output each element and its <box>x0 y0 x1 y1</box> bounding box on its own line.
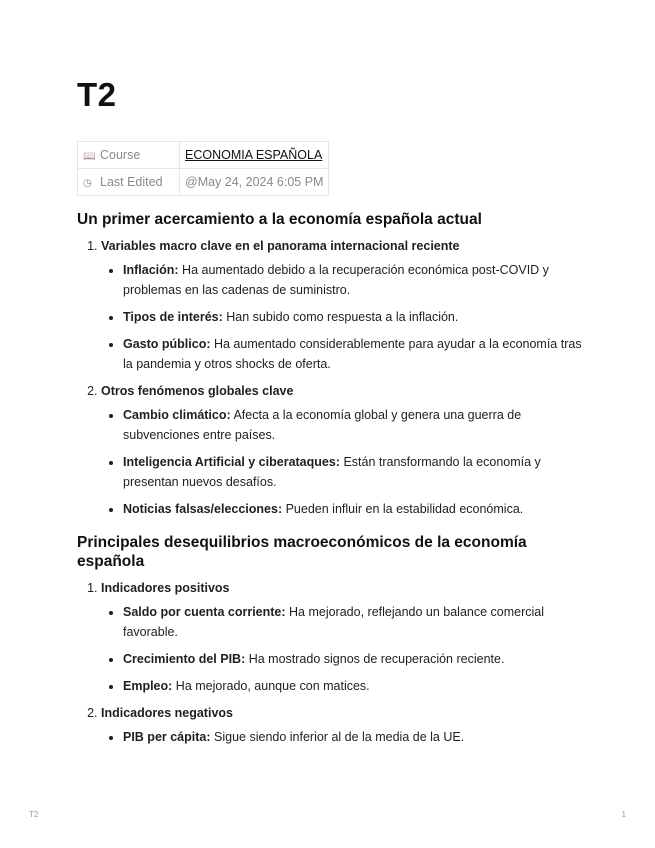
bullet-list <box>101 602 582 696</box>
bullet-item <box>123 602 582 642</box>
bullet-item <box>123 334 582 374</box>
bullet-text: Sigue siendo inferior al de la media de la UE. <box>214 730 465 744</box>
list-item <box>101 381 582 519</box>
last-edited-date: @May 24, 2024 6:05 PM <box>185 175 324 189</box>
bullet-text: Han subido como respuesta a la inflación. <box>226 310 459 324</box>
property-label: Last Edited <box>100 175 163 189</box>
bullet-term: Noticias falsas/elecciones: <box>123 502 283 516</box>
list-item-title: 1. Variables macro clave en el panorama internacional reciente <box>101 239 460 253</box>
property-row-last-edited <box>78 169 329 196</box>
bullet-item <box>123 260 582 300</box>
property-key-last-edited <box>78 169 180 196</box>
course-link[interactable]: ECONOMIA ESPAÑOLA <box>185 148 323 162</box>
property-value-course <box>180 142 329 169</box>
bullet-list <box>101 260 582 374</box>
bullet-item <box>123 727 582 747</box>
bullet-term: Inflación: <box>123 263 179 277</box>
bullet-term: Crecimiento del PIB: <box>123 652 246 666</box>
numbered-list <box>77 578 582 747</box>
property-row-course <box>78 142 329 169</box>
book-icon: 📖 <box>83 151 96 162</box>
bullet-item <box>123 649 582 669</box>
clock-icon: ◷ <box>83 178 92 189</box>
bullet-item <box>123 499 582 519</box>
list-item-title: 1. Indicadores positivos <box>101 581 230 595</box>
property-value-last-edited <box>180 169 329 196</box>
bullet-text: Ha aumentado considerablemente para ayudar a la economía tras la pandemia y otros shocks de oferta. <box>123 337 582 371</box>
footer-page-title: T2 <box>29 810 39 819</box>
bullet-text: Pueden influir en la estabilidad económica. <box>285 502 524 516</box>
list-item <box>101 578 582 696</box>
bullet-item <box>123 676 582 696</box>
bullet-item <box>123 452 582 492</box>
bullet-term: Empleo: <box>123 679 173 693</box>
bullet-text: Están transformando la economía y presentan nuevos desafíos. <box>123 455 541 489</box>
list-item <box>101 236 582 374</box>
document-body <box>77 210 582 754</box>
numbered-list <box>77 236 582 519</box>
page-title: T2 <box>77 76 117 113</box>
bullet-term: Gasto público: <box>123 337 211 351</box>
list-item-title: 2. Indicadores negativos <box>101 706 233 720</box>
bullet-text: Ha mostrado signos de recuperación reciente. <box>248 652 505 666</box>
bullet-item <box>123 405 582 445</box>
bullet-text: Ha mejorado, aunque con matices. <box>175 679 370 693</box>
properties-table <box>77 141 329 196</box>
bullet-term: Saldo por cuenta corriente: <box>123 605 286 619</box>
property-key-course <box>78 142 180 169</box>
list-item <box>101 703 582 747</box>
section-heading: Un primer acercamiento a la economía española actual <box>77 211 482 228</box>
bullet-text: Ha mejorado, reflejando un balance comercial favorable. <box>123 605 545 639</box>
bullet-text: Afecta a la economía global y genera una guerra de subvenciones entre países. <box>123 408 522 442</box>
bullet-list <box>101 405 582 519</box>
footer-page-number: 1 <box>621 810 626 819</box>
property-label: Course <box>100 148 141 162</box>
bullet-text: Ha aumentado debido a la recuperación económica post-COVID y problemas en las cadenas de suministro. <box>123 263 549 297</box>
bullet-term: Tipos de interés: <box>123 310 223 324</box>
bullet-term: Cambio climático: <box>123 408 231 422</box>
bullet-item <box>123 307 582 327</box>
bullet-list <box>101 727 582 747</box>
list-item-title: 2. Otros fenómenos globales clave <box>101 384 294 398</box>
bullet-term: PIB per cápita: <box>123 730 211 744</box>
bullet-term: Inteligencia Artificial y ciberataques: <box>123 455 340 469</box>
section-heading: Principales desequilibrios macroeconómicos de la economía española <box>77 534 527 570</box>
